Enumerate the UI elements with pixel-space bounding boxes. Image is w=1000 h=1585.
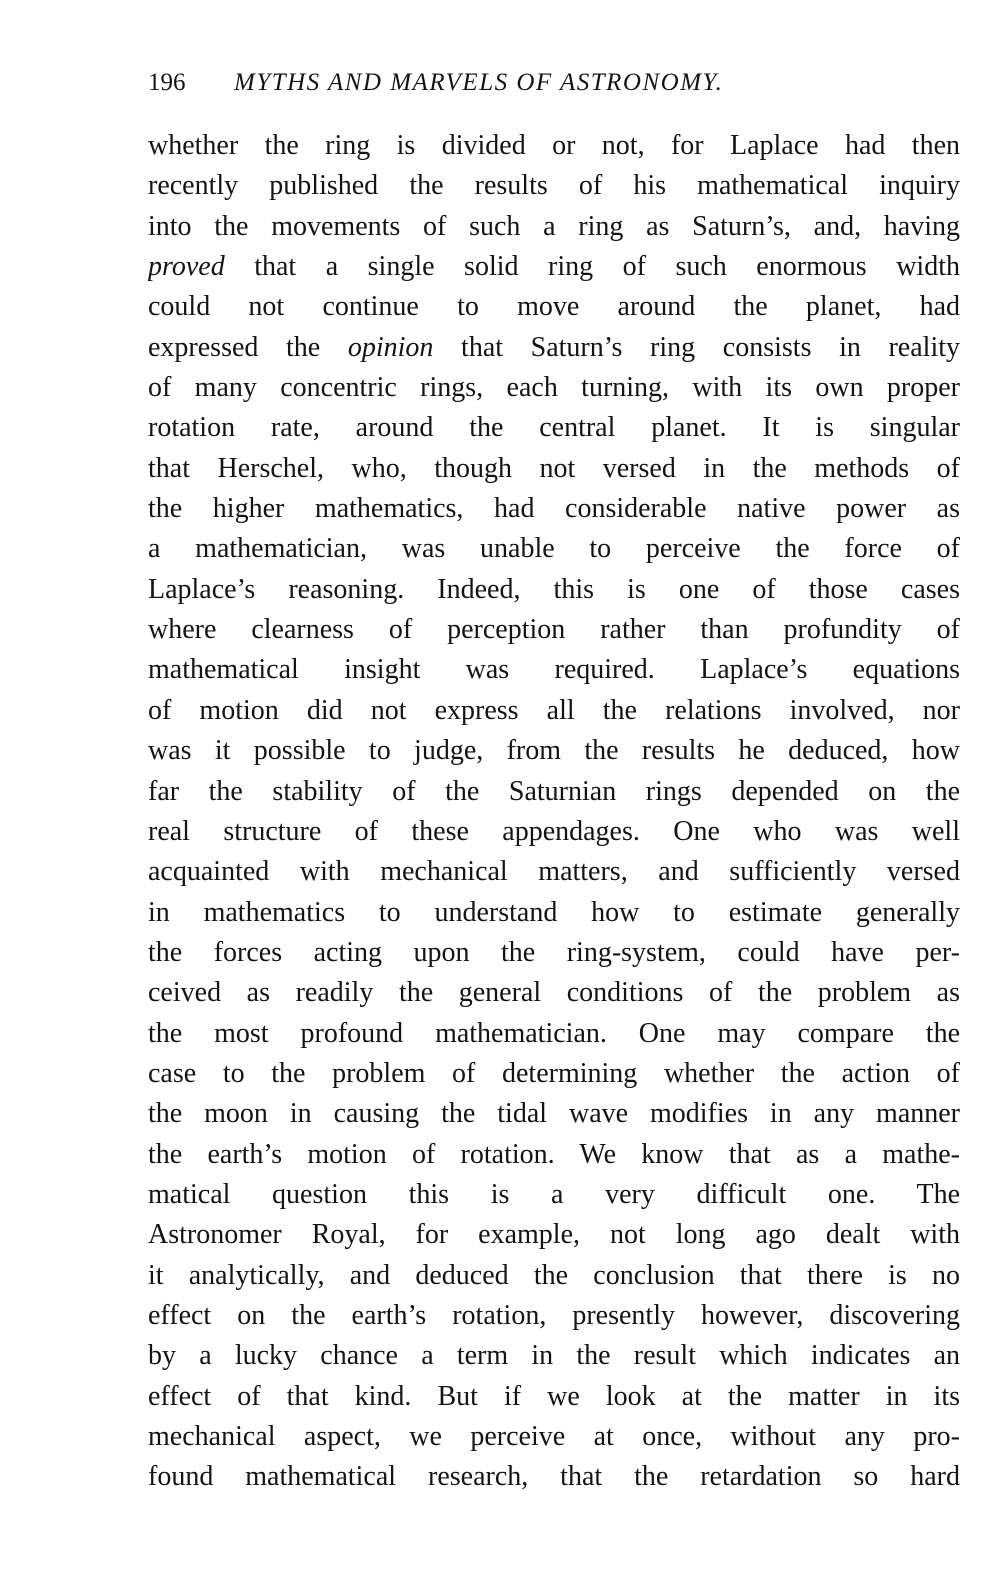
text-line: could not continue to move around the planet, had [148, 291, 960, 323]
text-line: found mathematical research, that the retardation so hard [148, 1461, 960, 1493]
text-line: the earth’s motion of rotation. We know that as a mathe- [148, 1138, 960, 1170]
text-line: it analytically, and deduced the conclusion that there is no [148, 1259, 960, 1291]
text-line: into the movements of such a ring as Saturn’s, and, having [148, 210, 960, 242]
text-line: proved that a single solid ring of such enormous width [148, 251, 960, 283]
text-line: mathematical insight was required. Laplace’s equations [148, 654, 960, 686]
running-title: MYTHS AND MARVELS OF ASTRONOMY. [234, 69, 724, 96]
text-line: Astronomer Royal, for example, not long ago dealt with [148, 1219, 960, 1251]
text-line: whether the ring is divided or not, for Laplace had then [148, 130, 960, 161]
text-line: acquainted with mechanical matters, and sufficiently versed [148, 856, 960, 888]
text-line: was it possible to judge, from the results he deduced, how [148, 735, 960, 767]
text-line: rotation rate, around the central planet. It is singular [148, 412, 960, 444]
text-line: of many concentric rings, each turning, with its own proper [148, 372, 960, 404]
text-line: that Herschel, who, though not versed in the methods of [148, 452, 960, 484]
text-line: real structure of these appendages. One who was well [148, 815, 960, 847]
text-line: the forces acting upon the ring-system, could have per- [148, 936, 960, 968]
text-line: a mathematician, was unable to perceive the force of [148, 533, 960, 565]
text-line: the most profound mathematician. One may compare the [148, 1017, 960, 1049]
emphasized-word: proved [148, 251, 225, 283]
text-line: effect on the earth’s rotation, presently however, discovering [148, 1299, 960, 1331]
text-line: expressed the opinion that Saturn’s ring consists in reality [148, 331, 960, 363]
text-line: the higher mathematics, had considerable native power as [148, 493, 960, 525]
body-text [148, 126, 960, 1498]
text-line: the moon in causing the tidal wave modifies in any manner [148, 1098, 960, 1130]
running-head [148, 66, 960, 100]
text-line: matical question this is a very difficult one. The [148, 1178, 960, 1210]
page-number: 196 [148, 69, 186, 96]
emphasized-word: opinion [347, 331, 434, 363]
text-line: case to the problem of determining whether the action of [148, 1057, 960, 1089]
text-line: in mathematics to understand how to estimate generally [148, 896, 960, 928]
text-line: far the stability of the Saturnian rings depended on the [148, 775, 960, 807]
text-line: of motion did not express all the relations involved, nor [148, 694, 960, 726]
text-line: effect of that kind. But if we look at the matter in its [148, 1380, 960, 1412]
text-line: where clearness of perception rather than profundity of [148, 614, 960, 646]
text-line: mechanical aspect, we perceive at once, without any pro- [148, 1421, 960, 1452]
text-line: by a lucky chance a term in the result which indicates an [148, 1340, 960, 1372]
text-line: recently published the results of his mathematical inquiry [148, 170, 960, 202]
text-line: ceived as readily the general conditions of the problem as [148, 977, 960, 1009]
text-line: Laplace’s reasoning. Indeed, this is one of those cases [148, 573, 960, 605]
